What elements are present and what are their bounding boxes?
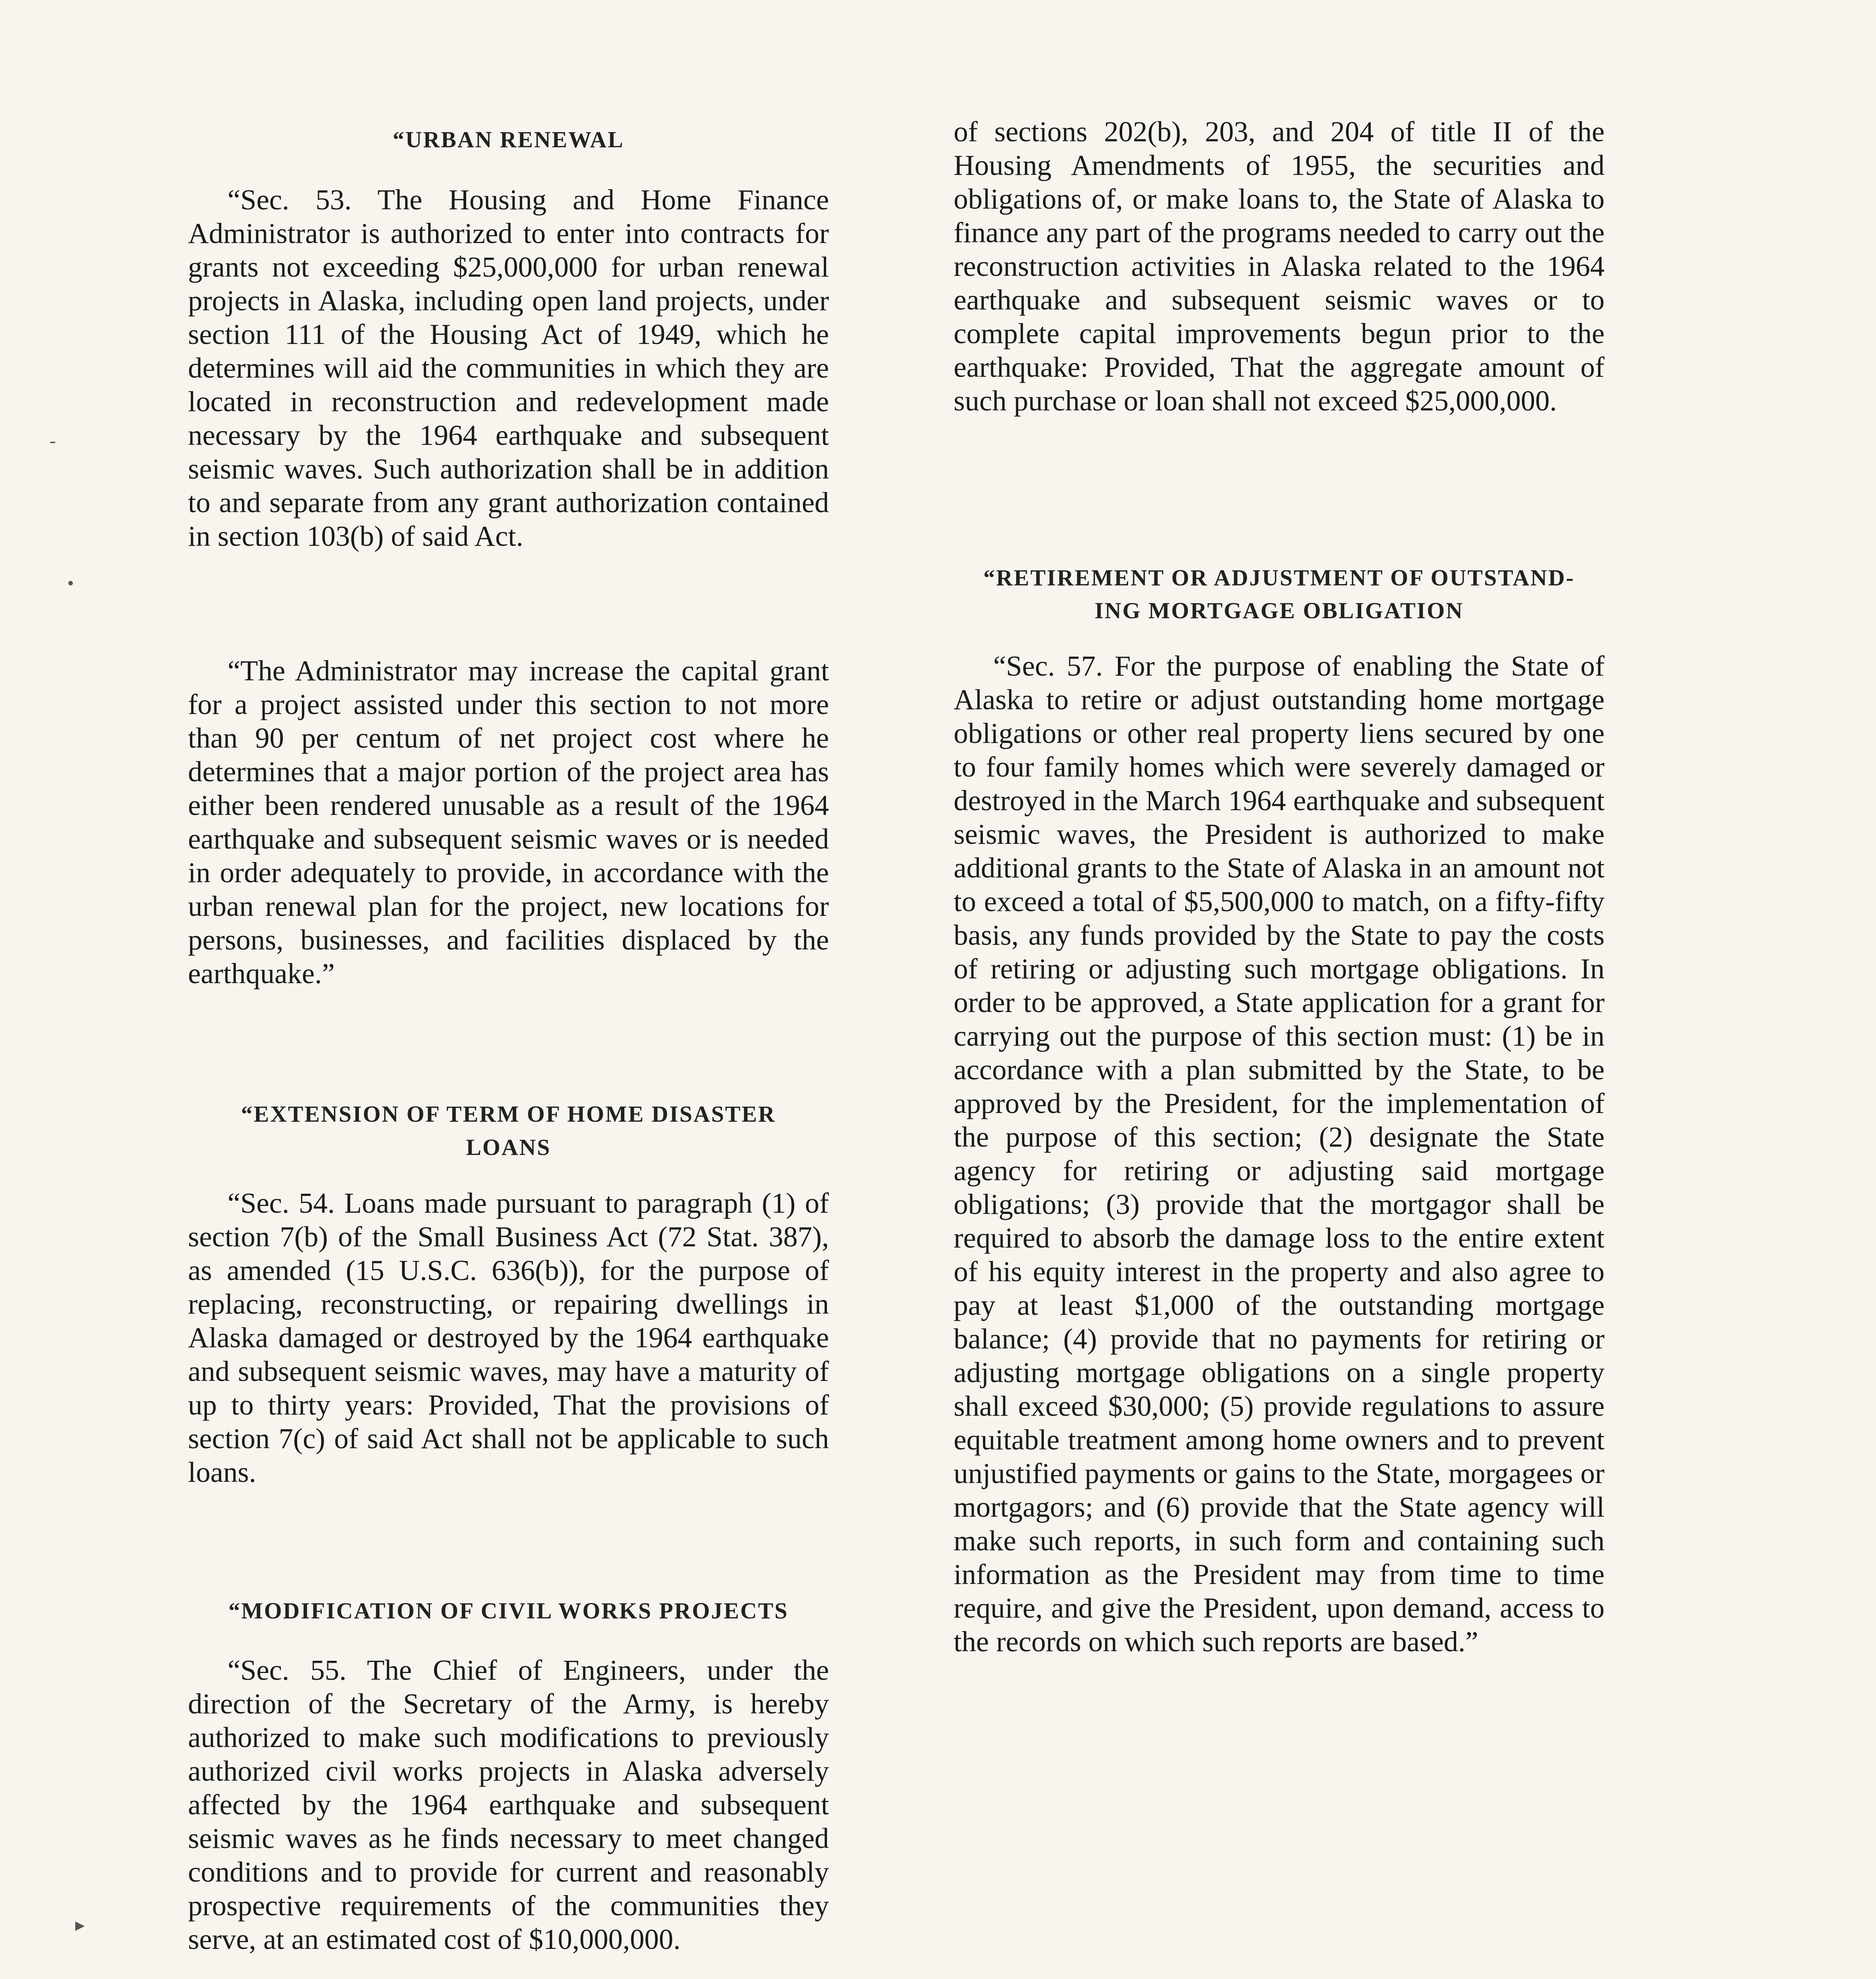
heading-modification: “MODIFICATION OF CIVIL WORKS PROJECTS <box>228 1598 789 1624</box>
margin-speck-3: ▸ <box>75 1914 85 1935</box>
heading-retirement-line-2: ING MORTGAGE OBLIGATION <box>1094 598 1464 623</box>
heading-extension-line-2: LOANS <box>466 1134 551 1160</box>
heading-urban-renewal: “URBAN RENEWAL <box>393 127 624 152</box>
sec-57-paragraph: “Sec. 57. For the purpose of enabling the State of Alaska to retire or adjust outstanding home mortgage obligations or other real property liens secured by one to four family homes which were severely damaged or destroyed in the March 1964 earthquake and subsequent seismic waves, the President is authorized to make additional grants to the State of Alaska in an amount not to exceed a total of $5,500,000 to match, on a fifty-fifty basis, any funds provided by the State to pay the costs of retiring or adjusting such mortgage obligations. In order to be approved, a State application for a grant for carrying out the purpose of this section must: (1) be in accordance with a plan submitted by the State, to be approved by the President, for the implementation of the purpose of this section; (2) designate the State agency for retiring or adjusting said mortgage obligations; (3) provide that the mortgagor shall be required to absorb the damage loss to the entire extent of his equity interest in the property and also agree to pay at least $1,000 of the outstanding mortgage balance; (4) provide that no payments for retiring or adjusting mortgage obligations on a single property shall exceed $30,000; (5) provide regulations to assure equitable treatment among home owners and to prevent unjustified payments or gains to the State, morgagees or mortgagors; and (6) provide that the State agency will make such reports, in such form and containing such information as the President may from time to time require, and give the President, upon demand, access to the records on which such reports are based.” <box>954 650 1605 1658</box>
heading-extension-line-1: “EXTENSION OF TERM OF HOME DISASTER <box>241 1101 776 1127</box>
margin-speck-1: - <box>49 430 56 451</box>
sec-54-paragraph: “Sec. 54. Loans made pursuant to paragraph (1) of section 7(b) of the Small Business Act (72 Stat. 387), as amended (15 U.S.C. 636(b)), for the purpose of replacing, reconstructing, or repairing dwellings in Alaska damaged or destroyed by the 1964 earthquake and subsequent seismic waves, may have a maturity of up to thirty years: Provided, That the provisions of section 7(c) of said Act shall not be applicable to such loans. <box>188 1187 829 1488</box>
sec-56-continued-paragraph: of sections 202(b), 203, and 204 of title II of the Housing Amendments of 1955, the securities and obligations of, or make loans to, the State of Alaska to finance any part of the programs needed to carry out the reconstruction activities in Alaska related to the 1964 earthquake and subsequent seismic waves or to complete capital improvements begun prior to the earthquake: Provided, That the aggregate amount of such purchase or loan shall not exceed $25,000,000. <box>954 116 1605 417</box>
sec-55-paragraph: “Sec. 55. The Chief of Engineers, under the direction of the Secretary of the Army, is hereby authorized to make such modifications to previously authorized civil works projects in Alaska adversely affected by the 1964 earthquake and subsequent seismic waves as he finds necessary to meet changed conditions and to provide for current and reasonably prospective requirements of the communities they serve, at an estimated cost of $10,000,000. <box>188 1654 829 1955</box>
margin-speck-2: • <box>67 573 74 594</box>
heading-retirement-line-1: “RETIREMENT OR ADJUSTMENT OF OUTSTAND- <box>983 565 1575 591</box>
sec-53-paragraph-1: “Sec. 53. The Housing and Home Finance Administrator is authorized to enter into contracts for grants not exceeding $25,000,000 for urban renewal projects in Alaska, including open land projects, under section 111 of the Housing Act of 1949, which he determines will aid the communities in which they are located in reconstruction and redevelopment made necessary by the 1964 earthquake and subsequent seismic waves. Such authorization shall be in addition to and separate from any grant authorization contained in section 103(b) of said Act. <box>188 184 829 552</box>
sec-53-paragraph-2: “The Administrator may increase the capital grant for a project assisted under this section to not more than 90 per centum of net project cost where he determines that a major portion of the project area has either been rendered unusable as a result of the 1964 earthquake and subsequent seismic waves or is needed in order adequately to provide, in accordance with the urban renewal plan for the project, new locations for persons, businesses, and facilities displaced by the earthquake.” <box>188 655 829 990</box>
